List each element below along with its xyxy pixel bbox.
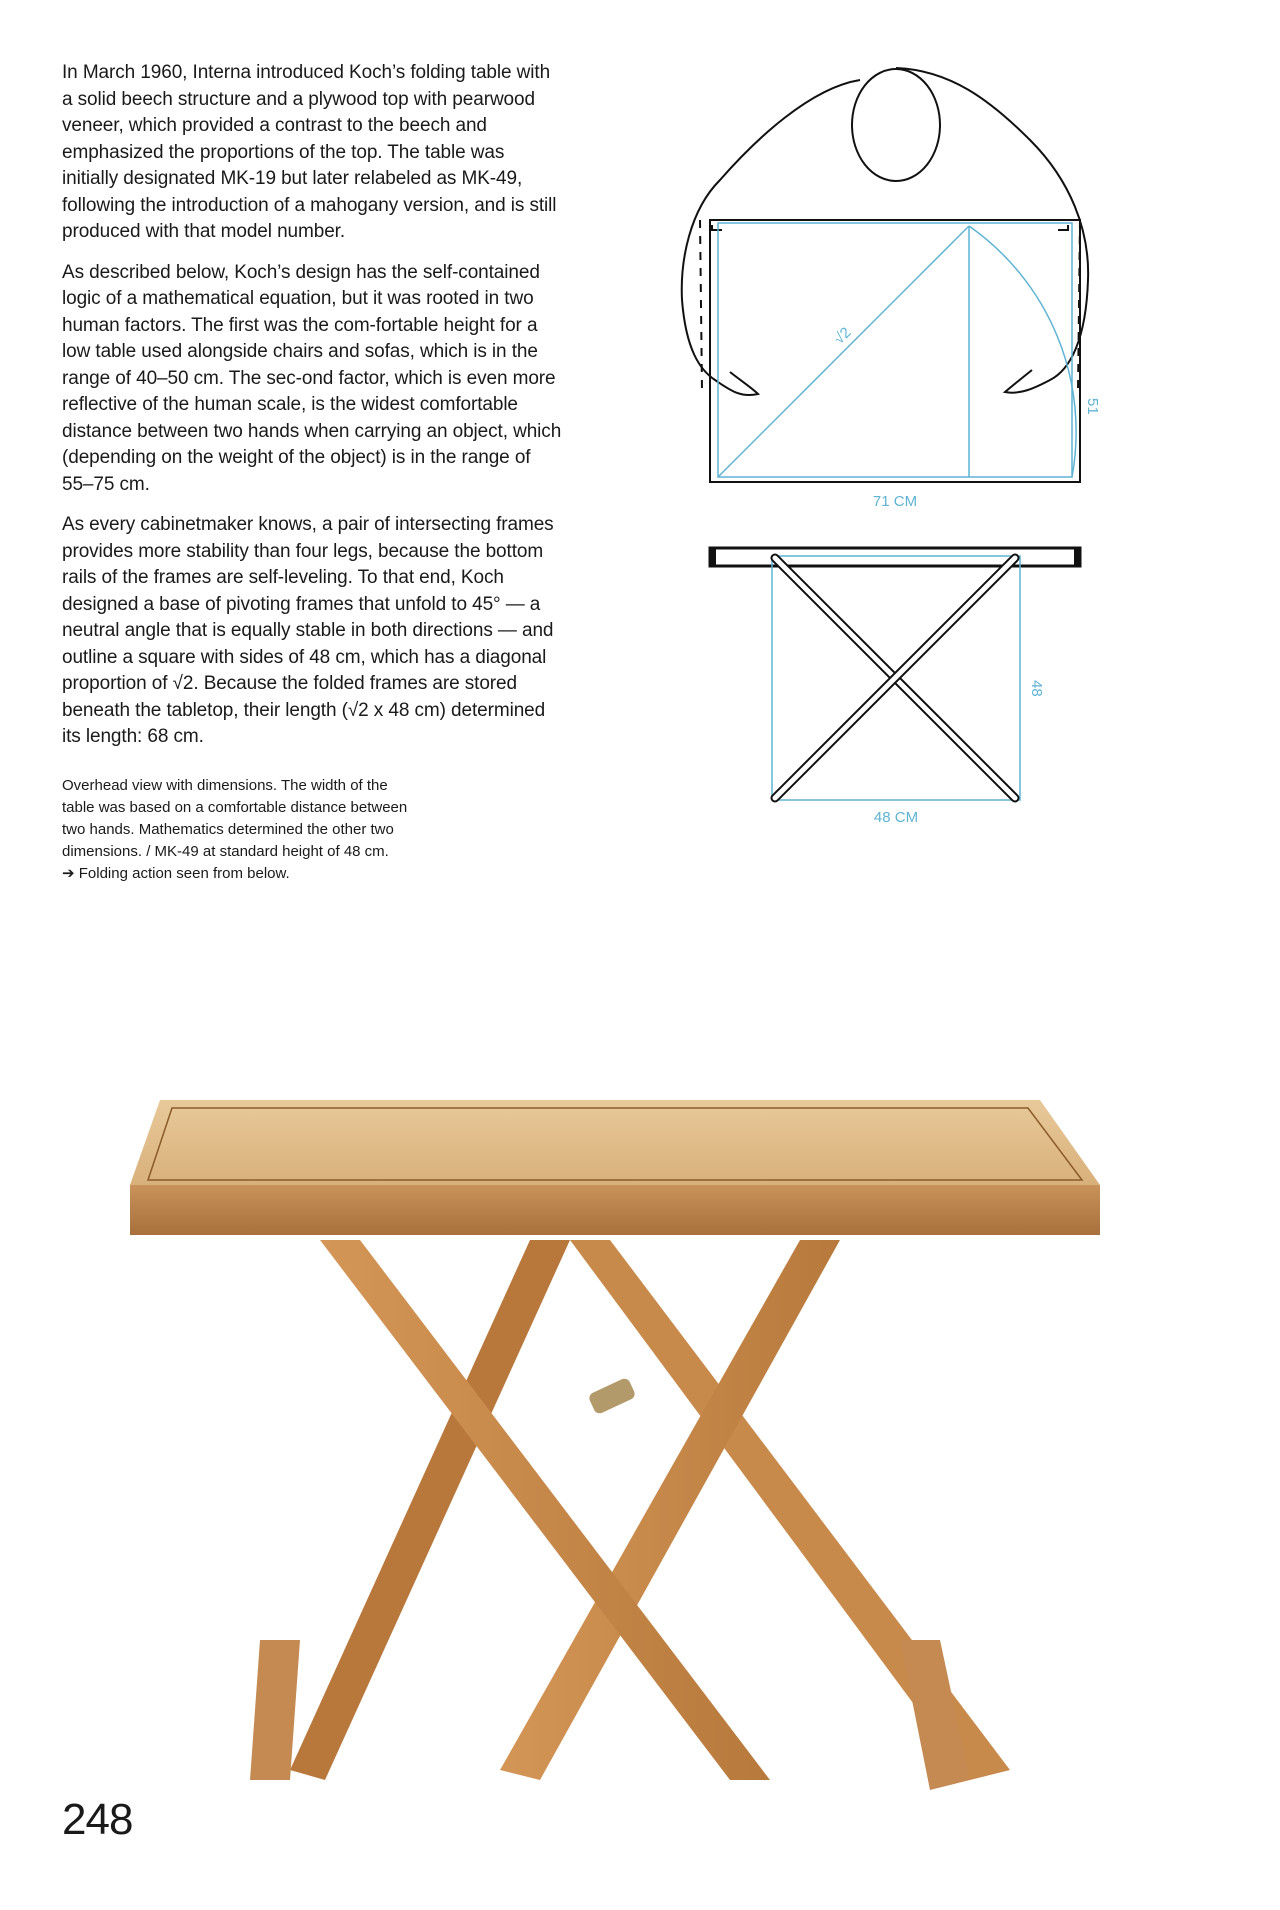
person-silhouette-icon xyxy=(682,68,1088,395)
width-label: 71 CM xyxy=(872,493,918,510)
tabletop xyxy=(130,1100,1100,1235)
dimension-diagram xyxy=(660,60,1130,840)
base-label: 48 CM xyxy=(873,809,919,826)
caption-line-3: two hands. Mathematics determined the other two xyxy=(62,821,394,838)
caption xyxy=(62,775,482,885)
table-photo xyxy=(110,1080,1120,1820)
caption-line-1: Overhead view with dimensions. The width of the xyxy=(62,777,388,794)
paragraph-1: In March 1960, Interna introduced Koch’s folding table with a solid beech structure and a plywood top with pearwood veneer, which provided a contrast to the beech and emphasized the proportions of the top. The table was initially designated MK-19 but later relabeled as MK-49, following the introduction of a mahogany version, and is still produced with that model number. xyxy=(62,62,557,242)
paragraph-3: As every cabinetmaker knows, a pair of intersecting frames provides more stability than four legs, because the bottom rails of the frames are self-leveling. To that end, Koch designed a base of pivoting frames that unfold to 45° — a neutral angle that is equally stable in both directions — and outline a square with sides of 48 cm, which has a diagonal proportion of √2. Because the folded frames are stored beneath the tabletop, their length (√2 x 48 cm) determined its length: 68 cm. xyxy=(62,514,554,747)
caption-line-4: dimensions. / MK-49 at standard height of 48 cm. xyxy=(62,843,389,860)
table-legs xyxy=(250,1240,1010,1790)
tabletop-overhead xyxy=(710,220,1080,482)
depth-label: 51 xyxy=(1084,398,1101,415)
diagonal-label: √2 xyxy=(830,324,855,348)
paragraph-2: As described below, Koch’s design has the self-contained logic of a mathematical equation, but it was rooted in two human factors. The first was the com-fortable height for a low table used alongside chairs and sofas, which is in the range of 40–50 cm. The sec-ond factor, which is even more reflective of the human scale, is the widest comfortable distance between two hands when carrying an object, which (depending on the weight of the object) is in the range of 55–75 cm. xyxy=(62,261,562,495)
page-number: 248 xyxy=(62,1795,133,1844)
body-text xyxy=(62,60,562,765)
height-label: 48 xyxy=(1028,680,1045,697)
side-view xyxy=(710,548,1080,800)
caption-line-5: ➔ Folding action seen from below. xyxy=(62,865,290,882)
caption-line-2: table was based on a comfortable distance between xyxy=(62,799,408,816)
